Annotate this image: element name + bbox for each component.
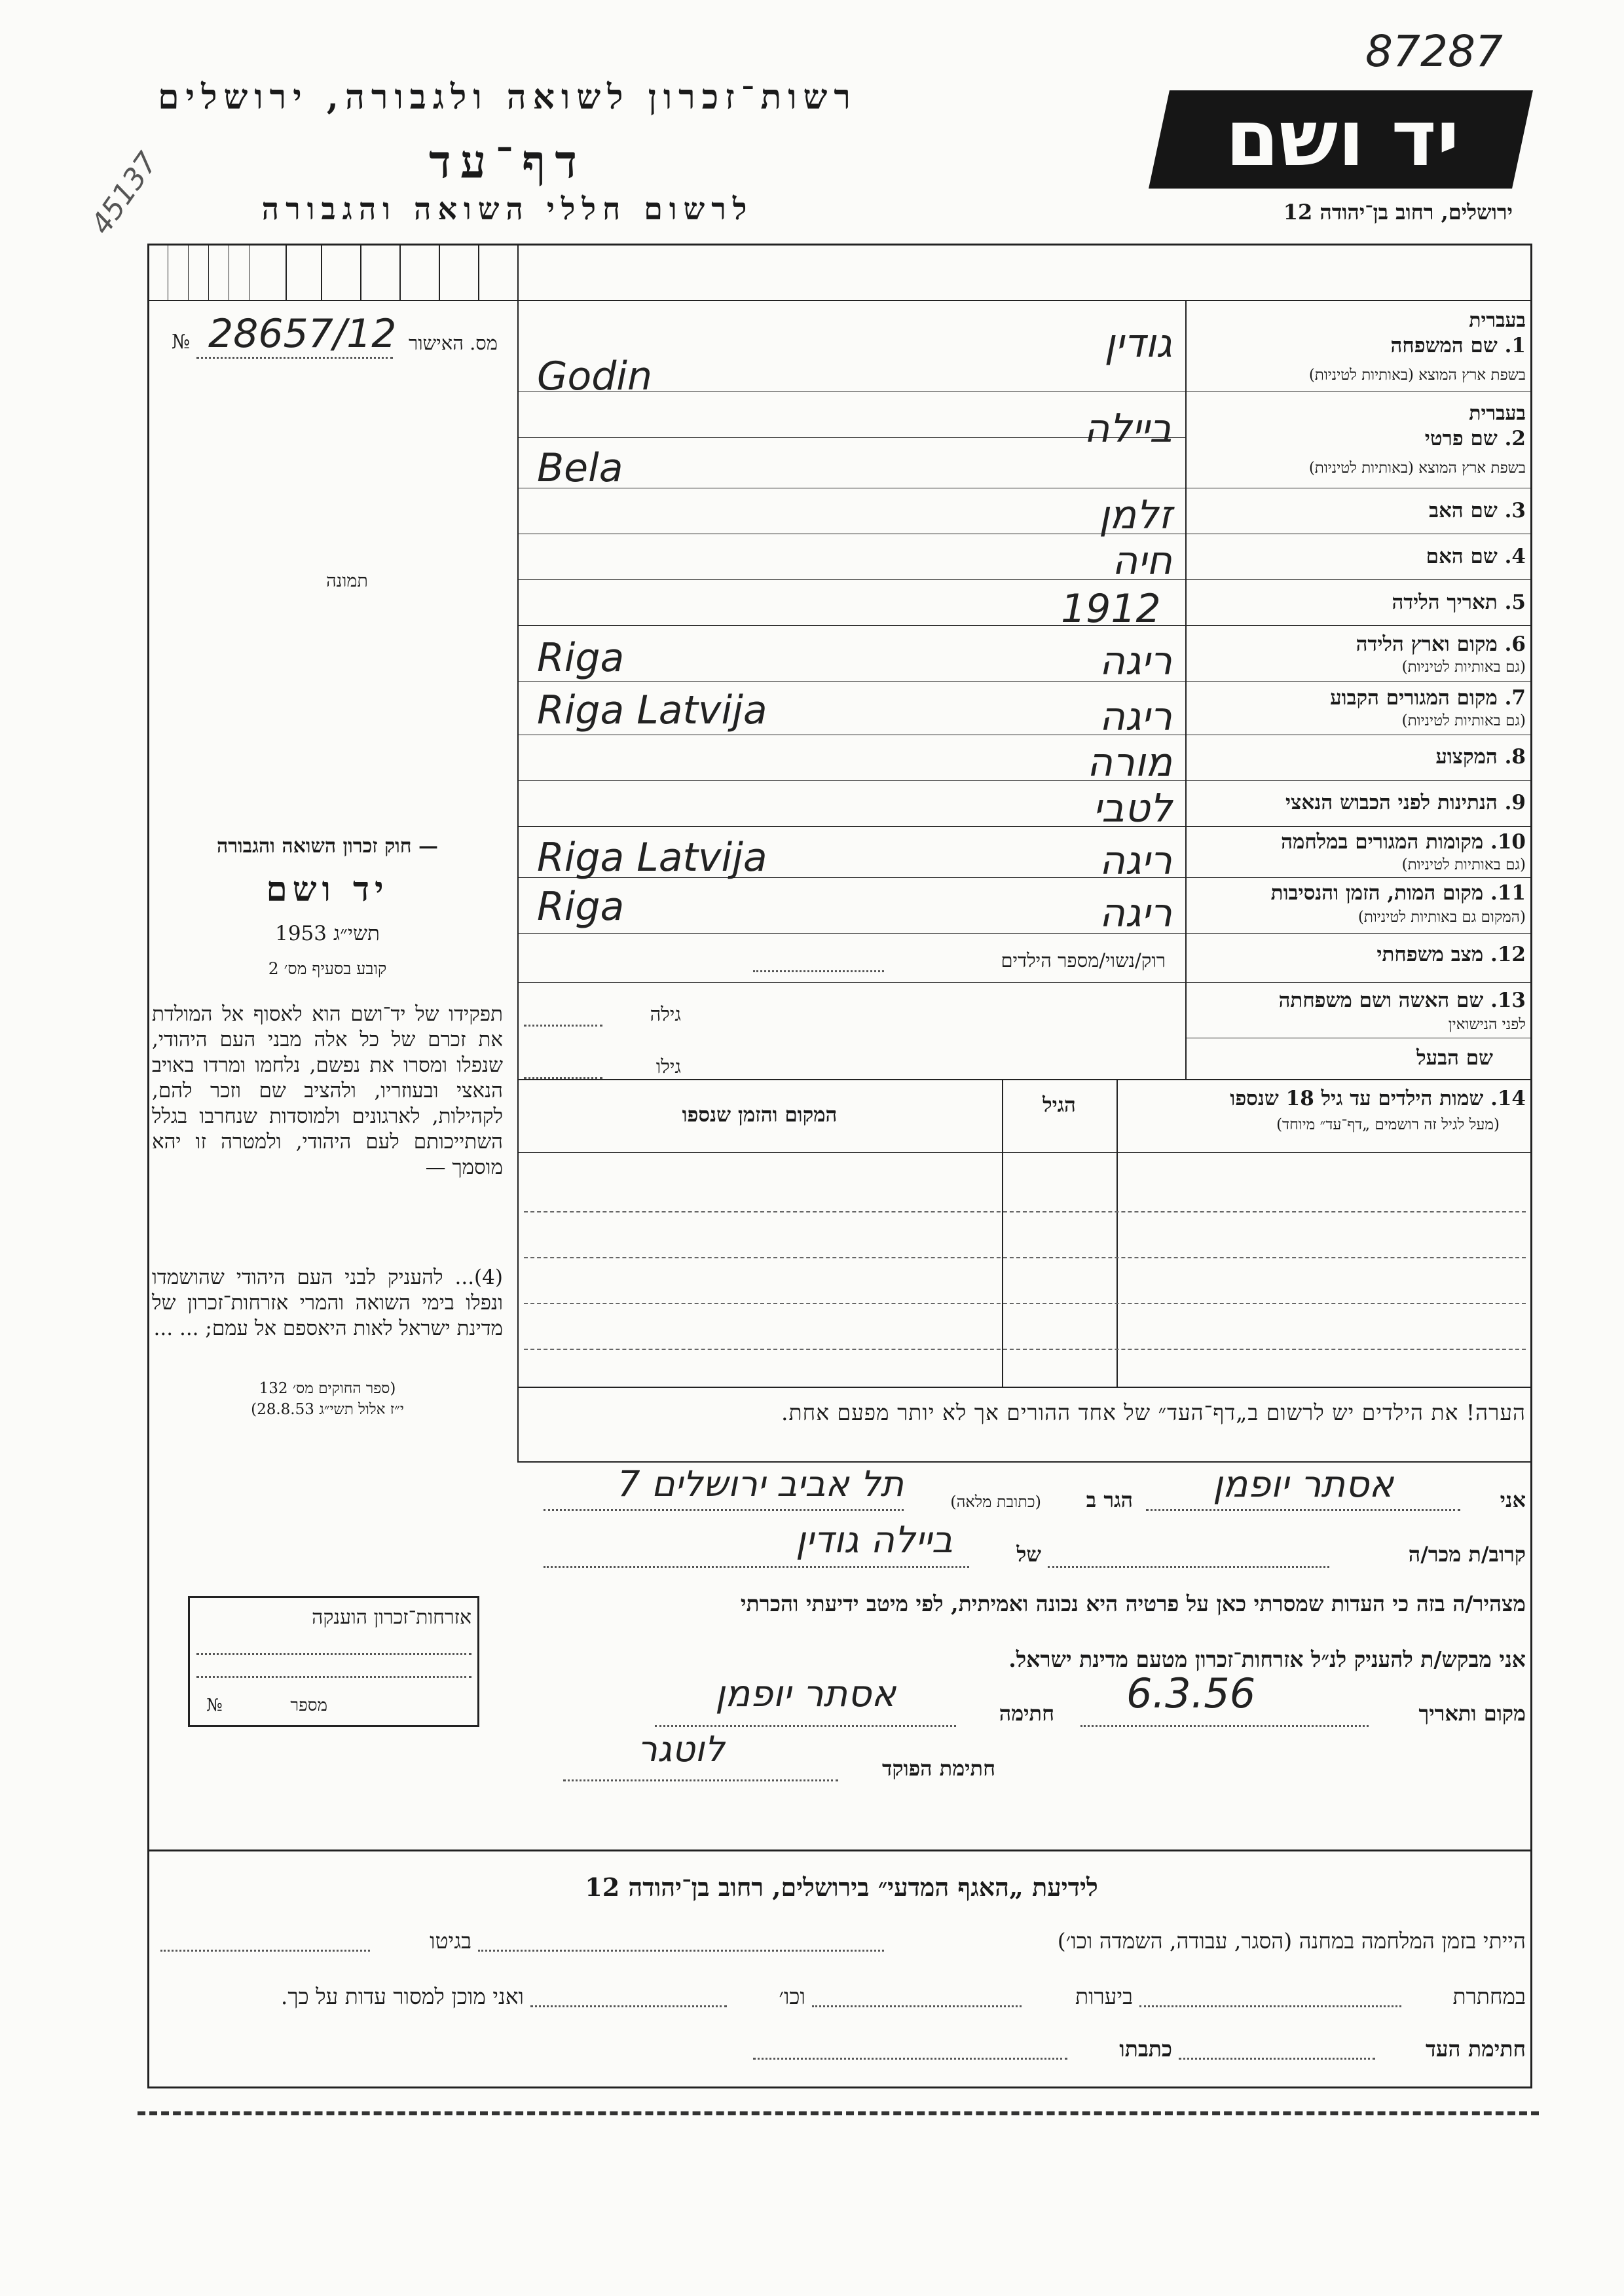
- field-9-value: לטבי: [1092, 786, 1172, 831]
- declarant-name: אסתר יופמן: [1212, 1463, 1394, 1506]
- approval-number-label: מס. האישור: [408, 332, 498, 354]
- logo-text: יד ושם: [1225, 93, 1460, 183]
- relative-label: קרוב/ת מכר/ה: [1408, 1542, 1526, 1567]
- field-8-value: מורה: [1086, 740, 1172, 786]
- field-7-hebrew-value: ריגה: [1099, 694, 1172, 740]
- declarant-address: תל אביב ירושלים 7: [618, 1463, 904, 1504]
- field-11-note: (המקום גם באותיות לטיניות): [1357, 909, 1526, 926]
- field-11-label: 11. מקום המות, הזמן והנסיבות: [1270, 881, 1526, 905]
- field-12-label: 12. מצב משפחתי: [1376, 943, 1526, 966]
- field-14-label: 14. שמות הילדים עד גיל 18 שנספו: [1230, 1087, 1526, 1110]
- law-date: י״ז אלול תשי״ג 28.8.53): [251, 1401, 404, 1418]
- approval-number-value: 28657/12: [208, 311, 397, 357]
- field-4-label: 4. שם האם: [1426, 545, 1526, 568]
- field-4-value: חיה: [1112, 538, 1172, 584]
- field-7-note: (גם באותיות לטיניות): [1401, 712, 1526, 729]
- marital-status-options: רוק/נשוי/מספר הילדים: [1001, 949, 1166, 972]
- field-1-label: 1. שם המשפחה: [1390, 334, 1526, 357]
- field-6-label: 6. מקום וארץ הלידה: [1356, 632, 1526, 656]
- bottom-etc-label: וכו׳: [779, 1984, 805, 2009]
- field-14-note: (מעל לגיל זה רושמים „דף־עד״ מיוחד): [1276, 1116, 1500, 1133]
- field-10-hebrew-value: ריגה: [1099, 838, 1172, 884]
- husband-age-label: גילו: [655, 1055, 681, 1078]
- field-11-latin-value: Riga: [537, 884, 625, 930]
- of-label: של: [1016, 1542, 1041, 1567]
- field-13-sub: לפני הנישואין: [1448, 1016, 1526, 1033]
- wife-age-label: גילה: [650, 1003, 681, 1025]
- law-citation: (ספר החוקים מס׳ 132: [259, 1380, 396, 1397]
- column-place-header: המקום והזמן שנספו: [682, 1103, 838, 1127]
- field-3-label: 3. שם האב: [1429, 499, 1526, 522]
- origin-language-note-2: בשפת ארץ המוצא (באותיות לטיניות): [1308, 460, 1526, 477]
- citizenship-number-symbol: №: [206, 1696, 223, 1715]
- field-2-latin-value: Bela: [537, 445, 623, 491]
- photo-placeholder-label: תמונה: [326, 571, 368, 591]
- field-13-label: 13. שם האשה ושם משפחתה: [1278, 989, 1526, 1012]
- declaration-statement: מצהיר/ה בזה כי העדות שמסרתי כאן על פרטיה היא נכונה ואמיתית, לפי מיטב ידיעתי והכרתי: [740, 1591, 1526, 1616]
- field-7-latin-value: Riga Latvija: [537, 687, 767, 733]
- in-hebrew-2: בעברית: [1469, 402, 1526, 425]
- declaration-i-label: אני: [1500, 1487, 1526, 1512]
- field-10-label: 10. מקומות המגורים במלחמה: [1281, 830, 1526, 854]
- resides-label: הגר ב: [1086, 1487, 1133, 1512]
- bottom-willing-label: ואני מוכן למסור עדות על כך.: [280, 1984, 524, 2009]
- law-text-paragraph-1: תפקידו של יד־ושם הוא לאסוף אל המולדת את זכרם של כל אלה מבני העם היהודי, שנפלו ומסרו את נפשם, נלחמו ומרדו באויב הנאצי ובעוזריו, ולהציב שם וזכר להם, לקהילות, לארגונים ולמוסדות שנחרבו בגלל השתייכותם לעם היהודי, ולמטרה זו יהא מוסמך —: [152, 1002, 503, 1179]
- law-section: קובע בסעיף מס׳ 2: [268, 959, 387, 978]
- witness-address-label: כתבתו: [1119, 2036, 1172, 2062]
- note-line: הערה! את הילדים יש לרשום ב„דף־העד״ של אחד ההורים אך לא יותר מפעם אחת.: [781, 1400, 1526, 1425]
- officer-signature: לוטגר: [637, 1728, 725, 1770]
- law-title: — חוק זכרון השואה והגבורה: [217, 835, 438, 858]
- citizenship-number-label: מספר: [290, 1696, 327, 1715]
- bottom-underground-label: במחתרת: [1452, 1984, 1526, 2009]
- in-hebrew-1: בעברית: [1469, 309, 1526, 332]
- page-subtitle: לרשום חללי השואה והגבורה: [261, 191, 754, 227]
- field-5-value: 1912: [1061, 586, 1161, 632]
- signature-label: חתימה: [999, 1701, 1054, 1726]
- field-2-hebrew-value: ביילה: [1084, 406, 1172, 452]
- field-10-note: (גם באותיות לטיניות): [1401, 856, 1526, 873]
- citizenship-box-title: אזרחות־זכרון הוענקה: [312, 1606, 471, 1629]
- number-symbol: №: [172, 331, 191, 354]
- full-address-label: (כתובת מלאה): [950, 1493, 1041, 1511]
- law-year: תשי״ג 1953: [275, 922, 380, 945]
- origin-language-note-1: בשפת ארץ המוצא (באותיות לטיניות): [1308, 367, 1526, 384]
- bottom-forests-label: ביערות: [1075, 1984, 1133, 2009]
- handwritten-reference-number: 87287: [1365, 26, 1503, 77]
- field-9-label: 9. הנתינות לפני הכבוש הנאצי: [1285, 791, 1526, 814]
- address-line: ירושלים, רחוב בן־יהודה 12: [1283, 200, 1513, 225]
- citizenship-request: אני מבקש/ת להעניק לנ״ל אזרחות־זכרון מטעם מדינת ישראל.: [1008, 1647, 1526, 1672]
- field-10-latin-value: Riga Latvija: [537, 835, 767, 881]
- husband-name-label: שם הבעל: [1416, 1046, 1493, 1070]
- bottom-ghetto-label: בגיטו: [430, 1928, 471, 1954]
- law-name: יד ושם: [266, 869, 389, 909]
- field-3-value: זלמן: [1099, 492, 1172, 538]
- witness-signature-label: חתימת העד: [1425, 2036, 1526, 2062]
- field-6-note: (גם באותיות לטיניות): [1401, 659, 1526, 676]
- field-5-label: 5. תאריך הלידה: [1392, 591, 1526, 614]
- field-6-hebrew-value: ריגה: [1099, 638, 1172, 684]
- page-title: דף־עד: [428, 134, 586, 189]
- field-2-label: 2. שם פרטי: [1424, 427, 1526, 450]
- field-11-hebrew-value: ריגה: [1099, 890, 1172, 936]
- declaration-date: 6.3.56: [1126, 1669, 1256, 1717]
- column-age-header: הגיל: [1043, 1093, 1076, 1117]
- place-date-label: מקום ותאריך: [1418, 1701, 1526, 1726]
- field-8-label: 8. המקצוע: [1435, 745, 1526, 769]
- field-6-latin-value: Riga: [537, 635, 625, 681]
- officer-signature-label: חתימת הפוקד: [882, 1756, 995, 1781]
- field-7-label: 7. מקום המגורים הקבוע: [1330, 686, 1526, 710]
- bottom-section-title: לידיעת „האגף המדעי״ בירושלים, רחוב בן־יהודה 12: [585, 1872, 1098, 1902]
- victim-name-declaration: ביילה גודין: [795, 1519, 953, 1561]
- corner-pencil-mark: 45137: [84, 146, 165, 241]
- field-1-latin-value: Godin: [537, 354, 652, 399]
- law-text-paragraph-2: (4)... להעניק לבני העם היהודי שהושמדו ונפלו בימי השואה והמרי אזרחות־זכרון של מדינת ישראל לאות היאספם אל עמם; ... ...: [152, 1266, 503, 1340]
- declarant-signature: אסתר יופמן: [714, 1673, 896, 1715]
- field-1-hebrew-value: גודין: [1104, 321, 1172, 367]
- authority-line: רשות־זכרון לשואה ולגבורה, ירושלים: [158, 77, 857, 117]
- bottom-camp-label: הייתי בזמן המלחמה במחנה (הסגר, עבודה, השמדה וכו׳): [1057, 1928, 1526, 1954]
